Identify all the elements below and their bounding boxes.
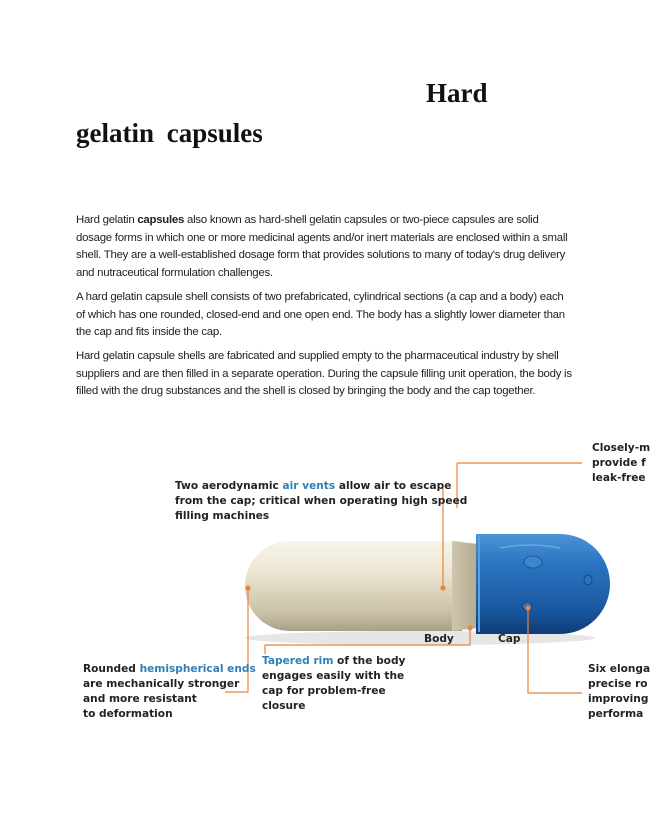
annotation-closely-matched bbox=[592, 441, 650, 486]
label-body: Body bbox=[424, 633, 454, 645]
label-cap: Cap bbox=[498, 633, 521, 645]
annotation-text: of the body bbox=[333, 655, 406, 667]
capsule-figure bbox=[0, 430, 650, 730]
intro-bold-term: capsules bbox=[137, 214, 185, 226]
annotation-line: engages easily with the bbox=[262, 670, 405, 682]
leader-dot bbox=[245, 585, 250, 590]
annotation-line: performa bbox=[588, 708, 644, 720]
annotation-line bbox=[83, 662, 256, 677]
page-title-line-1: Hard bbox=[426, 78, 488, 108]
annotation-line: closure bbox=[262, 700, 306, 712]
annotation-highlight: air vents bbox=[282, 480, 336, 492]
annotation-line: are mechanically stronger bbox=[83, 678, 240, 690]
leader-dot bbox=[440, 585, 445, 590]
annotation-line bbox=[262, 654, 405, 669]
annotation-line: from the cap; critical when operating high speed bbox=[175, 495, 468, 507]
paragraph-intro bbox=[76, 212, 574, 282]
annotation-line: filling machines bbox=[175, 510, 270, 522]
annotation-tapered-rim bbox=[262, 654, 405, 714]
annotation-text: Two aerodynamic bbox=[175, 480, 283, 492]
intro-text-rest: also known as hard-shell gelatin capsules or two-piece capsules are solid dosage forms in which one or more medicinal agents and/or inert materials are enclosed within a small shell. They are a well-established dosage form that provides solutions to many of today's drug delivery and nutraceutical formulation challenges. bbox=[76, 214, 568, 279]
cap-dimple bbox=[584, 575, 592, 585]
annotation-line: improving bbox=[588, 693, 649, 705]
capsule-body bbox=[245, 541, 462, 631]
annotation-line: Six elonga bbox=[588, 663, 650, 675]
leader-line-closely bbox=[457, 463, 582, 508]
annotation-line: leak-free bbox=[592, 472, 646, 484]
annotation-six-elongated bbox=[588, 662, 650, 722]
annotation-rounded-ends bbox=[83, 662, 256, 722]
page-title-line-2: gelatin capsules bbox=[76, 118, 263, 148]
annotation-line: and more resistant bbox=[83, 693, 197, 705]
annotation-line: cap for problem-free bbox=[262, 685, 386, 697]
paragraph-manufacture: Hard gelatin capsule shells are fabricated and supplied empty to the pharmaceutical industry by shell suppliers and are then filled in a separate operation. During the capsule filling unit operation, the body is filled with the drug substances and the shell is closed by bringing the body and the cap together. bbox=[76, 350, 572, 397]
annotation-line: Closely-m bbox=[592, 442, 650, 454]
intro-text-start: Hard gelatin bbox=[76, 214, 138, 226]
annotation-air-vents bbox=[175, 479, 467, 524]
capsule-body-rim bbox=[452, 541, 478, 631]
annotation-highlight: Tapered rim bbox=[262, 655, 334, 667]
leader-dot bbox=[525, 605, 530, 610]
paragraph-structure: A hard gelatin capsule shell consists of two prefabricated, cylindrical sections (a cap and a body) each of which has one rounded, closed-end and one open end. The body has a slightly lower diameter than the cap and fits inside the cap. bbox=[76, 291, 565, 338]
annotation-highlight: hemispherical ends bbox=[139, 663, 256, 675]
annotation-text: Rounded bbox=[83, 663, 140, 675]
annotation-line: to deformation bbox=[83, 708, 173, 720]
annotation-text: allow air to escape bbox=[335, 480, 452, 492]
annotation-line: provide f bbox=[592, 457, 646, 469]
annotation-line bbox=[175, 479, 467, 494]
annotation-line: precise ro bbox=[588, 678, 648, 690]
leader-dot bbox=[467, 625, 472, 630]
cap-dimple bbox=[524, 556, 542, 568]
